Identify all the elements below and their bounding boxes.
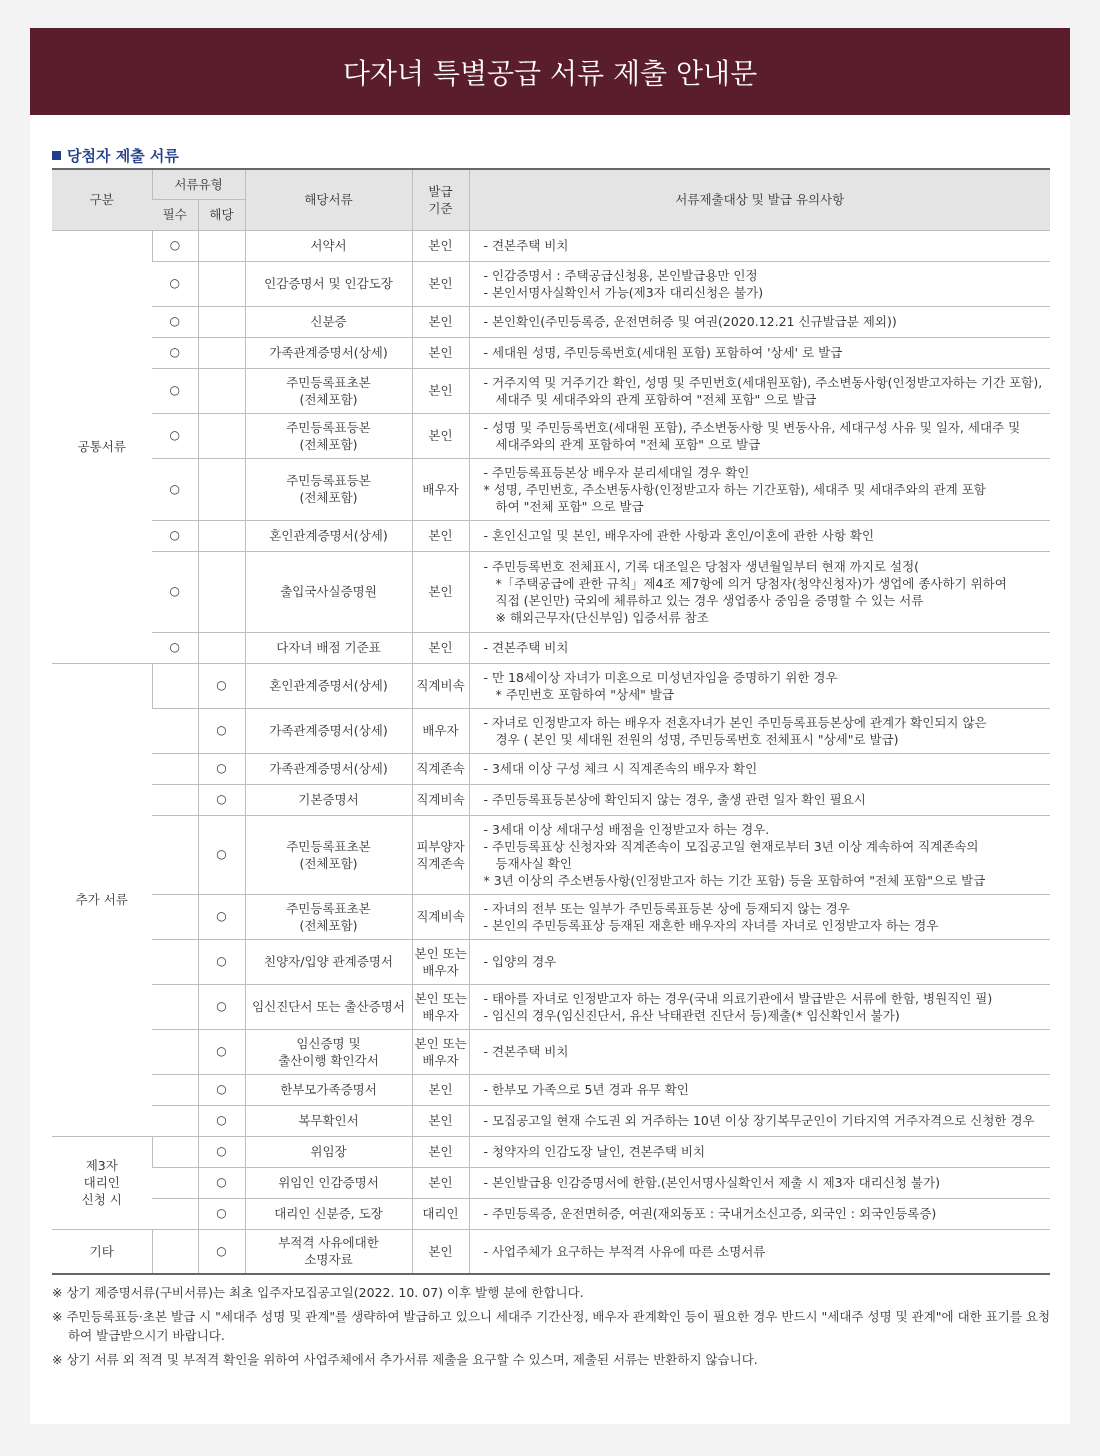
required-mark: ○	[152, 551, 198, 632]
cell-line: 위임인 인감증명서	[278, 1175, 379, 1190]
document-name	[245, 261, 412, 306]
document-name	[245, 306, 412, 337]
applicable-mark: ○	[198, 894, 245, 939]
notes-cell	[469, 230, 1050, 261]
applicable-mark	[198, 632, 245, 663]
required-mark	[152, 1229, 198, 1274]
notes-cell	[469, 1136, 1050, 1167]
cell-line: (전체포함)	[299, 917, 358, 933]
cell-line: 주민등록표등본	[286, 473, 371, 488]
issue-basis	[412, 520, 469, 551]
issue-basis	[412, 984, 469, 1029]
notes-cell	[469, 261, 1050, 306]
cell-line: 본인	[428, 345, 453, 360]
cell-line: * 3년 이상의 주소변동사항(인정받고자 하는 기간 포함) 등을 포함하여 "전체 포함"으로 발급	[483, 872, 986, 888]
notes-cell	[469, 784, 1050, 815]
footnote: ※ 상기 서류 외 적격 및 부적격 확인을 위하여 사업주체에서 추가서류 제출을 요구할 수 있스며, 제출된 서류는 반환하지 않습니다.	[52, 1352, 758, 1367]
cell-line: 주민등록표초본	[286, 374, 371, 390]
table-row	[52, 632, 1050, 663]
cell-line: 배우자	[422, 723, 459, 738]
applicable-mark: ○	[198, 784, 245, 815]
applicable-mark	[198, 520, 245, 551]
applicable-mark: ○	[198, 984, 245, 1029]
square-bullet-icon	[52, 151, 61, 160]
notes-cell	[469, 939, 1050, 984]
required-mark	[152, 984, 198, 1029]
cell-line: 직계존속	[416, 855, 465, 871]
cell-line: 본인 또는	[414, 990, 467, 1006]
cell-line: - 주민등록표등본상 배우자 분리세대일 경우 확인	[483, 464, 750, 480]
cell-line: 본인	[428, 1243, 453, 1259]
table-row	[52, 337, 1050, 368]
issue-basis	[412, 368, 469, 413]
required-mark: ○	[152, 458, 198, 520]
notes-cell	[469, 1167, 1050, 1198]
notes-cell	[469, 337, 1050, 368]
cell-line: - 혼인신고일 및 본인, 배우자에 관한 사항과 혼인/이혼에 관한 사항 확인	[483, 528, 875, 543]
notes-cell	[469, 306, 1050, 337]
issue-basis	[412, 230, 469, 261]
required-mark	[152, 784, 198, 815]
table-row	[52, 261, 1050, 306]
applicable-mark: ○	[198, 1198, 245, 1229]
document-name	[245, 1105, 412, 1136]
cell-line: 본인	[428, 528, 453, 543]
cell-line: - 태아를 자녀로 인정받고자 하는 경우(국내 의료기관에서 발급받은 서류에 한함, 병원직인 필)	[483, 990, 993, 1006]
cell-line: 본인	[428, 383, 453, 398]
required-mark: ○	[152, 230, 198, 261]
required-mark	[152, 1167, 198, 1198]
cell-line: 직계존속	[416, 761, 465, 776]
applicable-mark: ○	[198, 1074, 245, 1105]
category-cell: 기타	[52, 1229, 152, 1274]
required-mark	[152, 1198, 198, 1229]
cell-line: - 인감증명서 : 주택공급신청용, 본인발급용만 인정	[483, 267, 758, 283]
cell-line: - 본인의 주민등록표상 등재된 재혼한 배우자의 자녀를 자녀로 인정받고자 하는 경우	[483, 917, 939, 933]
cell-line: * 주민번호 포함하여 "상세" 발급	[495, 686, 675, 702]
category-cell	[52, 1136, 152, 1229]
cell-line: 본인	[428, 428, 453, 443]
cell-line: - 자녀로 인정받고자 하는 배우자 전혼자녀가 본인 주민등록표등본상에 관계가 확인되지 않은	[483, 714, 987, 730]
document-name	[245, 520, 412, 551]
header-required: 필수	[152, 199, 198, 230]
cell-line: - 모집공고일 현재 수도권 외 거주하는 10년 이상 장기복무군인이 기타지역 거주자격으로 신청한 경우	[483, 1113, 1035, 1128]
cell-line: - 주민등록표등본상에 확인되지 않는 경우, 출생 관련 일자 확인 필요시	[483, 792, 866, 807]
document-name	[245, 1136, 412, 1167]
category-cell: 공통서류	[52, 230, 152, 663]
notes-cell	[469, 413, 1050, 458]
required-mark: ○	[152, 413, 198, 458]
cell-line: (전체포함)	[299, 391, 358, 407]
cell-line: - 주민등록표상 신청자와 직계존속이 모집공고일 현재로부터 3년 이상 계속하여 직계존속의	[483, 838, 979, 854]
cell-line: 복무확인서	[298, 1113, 359, 1128]
document-name	[245, 1229, 412, 1274]
required-mark: ○	[152, 368, 198, 413]
table-row	[52, 230, 1050, 261]
cell-line: 배우자	[422, 481, 459, 497]
applicable-mark: ○	[198, 1105, 245, 1136]
cell-line: 주민등록표등본	[286, 419, 371, 435]
applicable-mark	[198, 551, 245, 632]
cell-line: 직계비속	[416, 792, 465, 807]
cell-line: 신청 시	[81, 1192, 122, 1207]
document-name	[245, 663, 412, 708]
applicable-mark: ○	[198, 1229, 245, 1274]
notes-cell	[469, 551, 1050, 632]
applicable-mark	[198, 306, 245, 337]
cell-line: - 견본주택 비치	[483, 238, 569, 253]
applicable-mark	[198, 458, 245, 520]
cell-line: - 성명 및 주민등록번호(세대원 포함), 주소변동사항 및 변동사유, 세대구성 사유 및 일자, 세대주 및	[483, 419, 1021, 435]
category-cell: 추가 서류	[52, 663, 152, 1136]
document-name	[245, 413, 412, 458]
document-name	[245, 984, 412, 1029]
issue-basis	[412, 1074, 469, 1105]
applicable-mark: ○	[198, 708, 245, 753]
cell-line: 가족관계증명서(상세)	[269, 723, 388, 738]
header-issue-basis-2: 기준	[428, 200, 453, 216]
cell-line: 제3자	[85, 1158, 118, 1173]
cell-line: 임신증명 및	[296, 1035, 361, 1051]
required-mark	[152, 753, 198, 784]
cell-line: 임신진단서 또는 출산증명서	[252, 999, 405, 1014]
table-row	[52, 458, 1050, 520]
cell-line: 본인	[428, 314, 453, 329]
cell-line: - 주민등록증, 운전면허증, 여권(재외동포 : 국내거소신고증, 외국인 : 외국인등록증)	[483, 1206, 937, 1221]
cell-line: 서약서	[310, 238, 347, 253]
cell-line: 배우자	[422, 1007, 459, 1023]
cell-line: 본인	[428, 1113, 453, 1128]
issue-basis	[412, 1105, 469, 1136]
required-mark	[152, 1105, 198, 1136]
cell-line: - 본인확인(주민등록증, 운전면허증 및 여권(2020.12.21 신규발급분 제외))	[483, 314, 897, 329]
applicable-mark	[198, 337, 245, 368]
cell-line: 배우자	[422, 962, 459, 978]
table-row	[52, 815, 1050, 894]
cell-line: 하여 "전체 포함" 으로 발급	[495, 498, 644, 514]
notice-page	[30, 28, 1070, 1424]
footnote: ※ 상기 제증명서류(구비서류)는 최초 입주자모집공고일(2022. 10. 07) 이후 발행 분에 한합니다.	[52, 1285, 584, 1300]
applicable-mark: ○	[198, 1029, 245, 1074]
cell-line: *「주택공급에 관한 규칙」제4조 제7항에 의거 당첨자(청약신청자)가 생업에 종사하기 위하여	[495, 575, 1007, 591]
table-row	[52, 784, 1050, 815]
notes-cell	[469, 458, 1050, 520]
issue-basis	[412, 708, 469, 753]
cell-line: - 거주지역 및 거주기간 확인, 성명 및 주민번호(세대원포함), 주소변동사항(인정받고자하는 기간 포함),	[483, 374, 1043, 390]
cell-line: - 본인서명사실확인서 가능(제3자 대리신청은 불가)	[483, 284, 764, 300]
table-row	[52, 939, 1050, 984]
document-name	[245, 784, 412, 815]
cell-line: * 성명, 주민번호, 주소변동사항(인정받고자 하는 기간포함), 세대주 및 세대주와의 관계 포함	[483, 481, 986, 497]
issue-basis	[412, 753, 469, 784]
cell-line: 대리인	[422, 1206, 459, 1221]
cell-line: 혼인관계증명서(상세)	[269, 528, 388, 543]
table-row	[52, 520, 1050, 551]
table-row	[52, 306, 1050, 337]
applicable-mark	[198, 368, 245, 413]
cell-line: 세대주와의 관계 포함하여 "전체 포함" 으로 발급	[495, 436, 761, 452]
cell-line: 기본증명서	[298, 792, 359, 807]
table-row	[52, 1136, 1050, 1167]
table-row	[52, 753, 1050, 784]
issue-basis	[412, 337, 469, 368]
document-name	[245, 551, 412, 632]
header-doc-type: 서류유형	[152, 169, 245, 199]
table-body	[52, 230, 1050, 1274]
document-name	[245, 632, 412, 663]
section-heading	[52, 145, 179, 166]
cell-line: 주민등록표초본	[286, 838, 371, 854]
cell-line: (전체포함)	[299, 490, 358, 505]
cell-line: - 견본주택 비치	[483, 640, 569, 655]
issue-basis	[412, 306, 469, 337]
cell-line: 대리인	[83, 1175, 120, 1190]
header-applicable: 해당	[198, 199, 245, 230]
notes-cell	[469, 368, 1050, 413]
document-name	[245, 1029, 412, 1074]
notes-cell	[469, 632, 1050, 663]
cell-line: 세대주 및 세대주와의 관계 포함하여 "전체 포함" 으로 발급	[495, 391, 817, 407]
cell-line: 직접 (본인만) 국외에 체류하고 있는 경우 생업종사 중임을 증명할 수 있는 서류	[495, 592, 924, 608]
header-notes: 서류제출대상 및 발급 유의사항	[469, 169, 1050, 230]
document-name	[245, 458, 412, 520]
cell-line: 본인 또는	[414, 945, 467, 961]
table-row	[52, 1198, 1050, 1229]
cell-line: 친양자/입양 관계증명서	[264, 954, 393, 969]
cell-line: 본인	[428, 1144, 453, 1159]
required-mark	[152, 1029, 198, 1074]
cell-line: - 주민등록번호 전체표시, 기록 대조일은 당첨자 생년월일부터 현재 까지로 설정(	[483, 558, 920, 574]
title-banner	[30, 28, 1070, 115]
issue-basis	[412, 784, 469, 815]
table-row	[52, 1074, 1050, 1105]
required-mark	[152, 815, 198, 894]
footnotes	[52, 1283, 1052, 1374]
document-name	[245, 1167, 412, 1198]
cell-line: - 본인발급용 인감증명서에 한함.(본인서명사실확인서 제출 시 제3자 대리신청 불가)	[483, 1175, 940, 1190]
notes-cell	[469, 815, 1050, 894]
issue-basis	[412, 632, 469, 663]
document-name	[245, 708, 412, 753]
cell-line: 위임장	[310, 1144, 347, 1159]
document-name	[245, 337, 412, 368]
header-issue-basis-1: 발급	[428, 183, 453, 199]
document-name	[245, 939, 412, 984]
issue-basis	[412, 894, 469, 939]
cell-line: (전체포함)	[299, 436, 358, 452]
table-row	[52, 663, 1050, 708]
applicable-mark: ○	[198, 1167, 245, 1198]
footnote: ※ 주민등록표등·초본 발급 시 "세대주 성명 및 관계"를 생략하여 발급하고 있으니 세대주 기간산정, 배우자 관계확인 등이 필요한 경우 반드시 "세대주 성명 및 관계"에 대한 표기를 요청하여 발급받으시기 바랍니다.	[52, 1309, 1051, 1343]
cell-line: 대리인 신분증, 도장	[274, 1206, 383, 1221]
issue-basis	[412, 663, 469, 708]
cell-line: ※ 해외근무자(단신부임) 입증서류 참조	[495, 609, 709, 625]
cell-line: (전체포함)	[299, 855, 358, 871]
cell-line: 출산이행 확인각서	[278, 1052, 379, 1068]
notes-cell	[469, 663, 1050, 708]
cell-line: 출입국사실증명원	[280, 584, 377, 599]
page-title: 다자녀 특별공급 서류 제출 안내문	[342, 56, 758, 90]
cell-line: 다자녀 배점 기준표	[276, 640, 381, 655]
cell-line: 본인	[428, 276, 453, 291]
cell-line: - 3세대 이상 세대구성 배점을 인정받고자 하는 경우.	[483, 821, 770, 837]
notes-cell	[469, 894, 1050, 939]
document-name	[245, 1198, 412, 1229]
cell-line: 가족관계증명서(상세)	[269, 345, 388, 360]
cell-line: 본인	[428, 1082, 453, 1097]
issue-basis	[412, 1029, 469, 1074]
section-title-text: 당첨자 제출 서류	[67, 147, 179, 165]
notes-cell	[469, 708, 1050, 753]
cell-line: 한부모가족증명서	[280, 1082, 377, 1097]
applicable-mark: ○	[198, 815, 245, 894]
cell-line: - 입양의 경우	[483, 954, 557, 969]
cell-line: - 3세대 이상 구성 체크 시 직계존속의 배우자 확인	[483, 761, 758, 776]
cell-line: 주민등록표초본	[286, 900, 371, 916]
required-mark	[152, 708, 198, 753]
required-mark	[152, 894, 198, 939]
issue-basis	[412, 815, 469, 894]
issue-basis	[412, 261, 469, 306]
table-row	[52, 984, 1050, 1029]
cell-line: - 자녀의 전부 또는 일부가 주민등록표등본 상에 등재되지 않는 경우	[483, 900, 850, 916]
required-mark: ○	[152, 337, 198, 368]
issue-basis	[412, 1136, 469, 1167]
notes-cell	[469, 1029, 1050, 1074]
cell-line: 본인	[428, 238, 453, 253]
issue-basis	[412, 1198, 469, 1229]
cell-line: 직계비속	[416, 909, 465, 924]
table-row	[52, 894, 1050, 939]
applicable-mark: ○	[198, 663, 245, 708]
table-row	[52, 551, 1050, 632]
cell-line: - 임신의 경우(임신진단서, 유산 낙태관련 진단서 등)제출(* 임신확인서 불가)	[483, 1007, 900, 1023]
table-row	[52, 1167, 1050, 1198]
applicable-mark	[198, 261, 245, 306]
cell-line: 가족관계증명서(상세)	[269, 761, 388, 776]
notes-cell	[469, 753, 1050, 784]
applicable-mark	[198, 413, 245, 458]
required-mark	[152, 1074, 198, 1105]
table-row	[52, 1029, 1050, 1074]
table-row	[52, 1105, 1050, 1136]
required-mark	[152, 939, 198, 984]
issue-basis	[412, 1229, 469, 1274]
required-mark: ○	[152, 261, 198, 306]
issue-basis	[412, 1167, 469, 1198]
issue-basis	[412, 458, 469, 520]
table-row	[52, 708, 1050, 753]
cell-line: 인감증명서 및 인감도장	[264, 276, 393, 291]
notes-cell	[469, 984, 1050, 1029]
applicable-mark: ○	[198, 939, 245, 984]
issue-basis	[412, 551, 469, 632]
notes-cell	[469, 1105, 1050, 1136]
cell-line: 소명자료	[304, 1252, 353, 1268]
cell-line: 본인	[428, 640, 453, 655]
document-name	[245, 753, 412, 784]
notes-cell	[469, 520, 1050, 551]
applicable-mark: ○	[198, 753, 245, 784]
table-row	[52, 1229, 1050, 1274]
header-document: 해당서류	[245, 169, 412, 230]
documents-table	[52, 168, 1050, 1275]
cell-line: 피부양자	[416, 838, 465, 854]
cell-line: 신분증	[310, 314, 347, 329]
issue-basis	[412, 939, 469, 984]
cell-line: 부적격 사유에대한	[278, 1235, 379, 1251]
cell-line: 배우자	[422, 1052, 459, 1068]
cell-line: - 한부모 가족으로 5년 경과 유무 확인	[483, 1082, 689, 1097]
table-row	[52, 413, 1050, 458]
notes-cell	[469, 1074, 1050, 1105]
document-name	[245, 1074, 412, 1105]
applicable-mark: ○	[198, 1136, 245, 1167]
notes-cell	[469, 1229, 1050, 1274]
cell-line: - 견본주택 비치	[483, 1044, 569, 1059]
required-mark: ○	[152, 520, 198, 551]
required-mark	[152, 1136, 198, 1167]
applicable-mark	[198, 230, 245, 261]
cell-line: 직계비속	[416, 678, 465, 693]
cell-line: - 세대원 성명, 주민등록번호(세대원 포함) 포함하여 '상세' 로 발급	[483, 345, 843, 360]
notes-cell	[469, 1198, 1050, 1229]
cell-line: 경우 ( 본인 및 세대원 전원의 성명, 주민등록번호 전체표시 "상세"로 발급)	[495, 731, 899, 747]
cell-line: 본인	[428, 584, 453, 599]
cell-line: - 사업주체가 요구하는 부적격 사유에 따른 소명서류	[483, 1243, 766, 1259]
document-name	[245, 230, 412, 261]
required-mark: ○	[152, 306, 198, 337]
table-row	[52, 368, 1050, 413]
cell-line: 혼인관계증명서(상세)	[269, 678, 388, 693]
cell-line: 본인 또는	[414, 1035, 467, 1051]
document-name	[245, 894, 412, 939]
required-mark	[152, 663, 198, 708]
cell-line: 등재사실 확인	[495, 855, 572, 871]
document-name	[245, 368, 412, 413]
required-mark: ○	[152, 632, 198, 663]
cell-line: - 청약자의 인감도장 날인, 견본주택 비치	[483, 1144, 706, 1159]
issue-basis	[412, 413, 469, 458]
cell-line: 본인	[428, 1175, 453, 1190]
header-issue-basis	[412, 169, 469, 230]
header-category: 구분	[52, 169, 152, 230]
document-name	[245, 815, 412, 894]
cell-line: - 만 18세이상 자녀가 미혼으로 미성년자임을 증명하기 위한 경우	[483, 669, 838, 685]
